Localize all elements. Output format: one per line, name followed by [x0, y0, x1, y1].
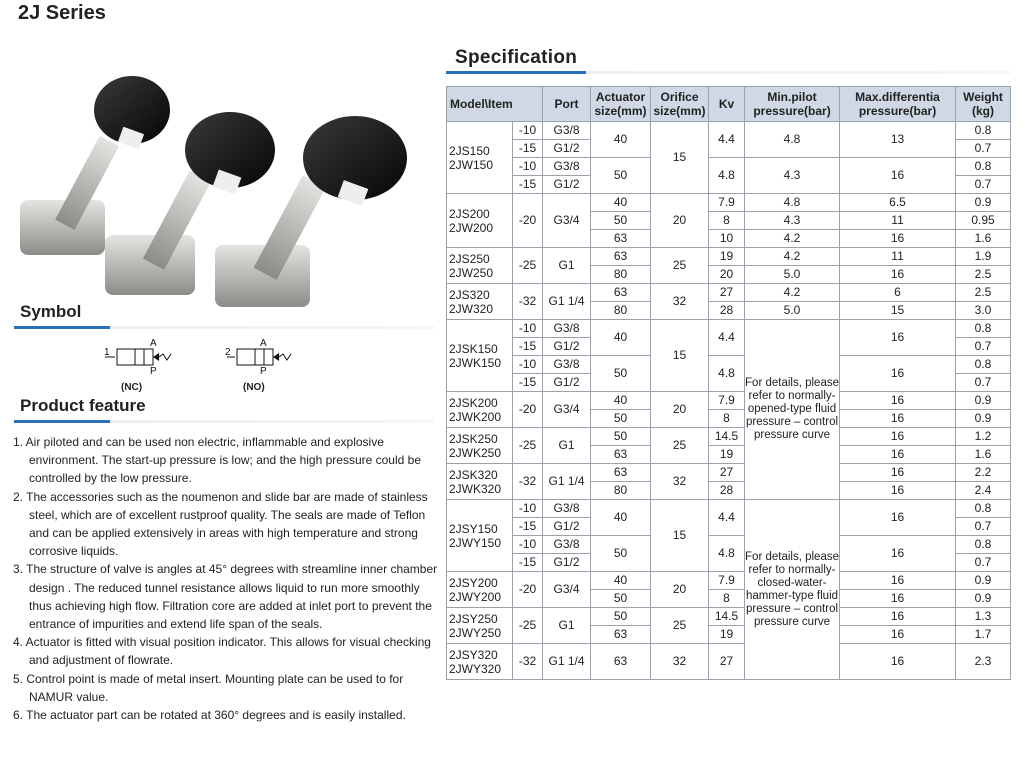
feature-item: 1. Air piloted and can be used non electric, inflammable and explosive environment. The start-up pressure is low; and the high pressure could be controlled by the low pressure. [13, 435, 421, 486]
weight-cell: 0.7 [956, 374, 1011, 392]
actuator-cell: 40 [591, 392, 651, 410]
maxdiff-cell: 16 [840, 158, 956, 194]
model-cell: 2JS200 2JW200 [447, 194, 513, 248]
code-cell: -25 [513, 608, 543, 644]
weight-cell: 2.4 [956, 482, 1011, 500]
maxdiff-cell: 16 [840, 446, 956, 464]
actuator-cell: 50 [591, 356, 651, 392]
weight-cell: 0.7 [956, 338, 1011, 356]
model-cell: 2JS320 2JW320 [447, 284, 513, 320]
weight-cell: 0.7 [956, 518, 1011, 536]
weight-cell: 3.0 [956, 302, 1011, 320]
code-cell: -20 [513, 572, 543, 608]
weight-cell: 0.9 [956, 590, 1011, 608]
kv-cell: 7.9 [709, 572, 745, 590]
actuator-cell: 50 [591, 410, 651, 428]
table-row [447, 644, 1011, 680]
kv-cell: 27 [709, 644, 745, 680]
maxdiff-cell: 16 [840, 392, 956, 410]
orifice-cell: 20 [651, 392, 709, 428]
model-cell: 2JSK150 2JWK150 [447, 320, 513, 392]
nc-symbol [104, 338, 171, 377]
feature-item: 3. The structure of valve is angles at 45° degrees with streamline inner chamber design . The reduced tunnel resistance allows liquid to run more smoothly thus achieving high flow. Filtration core are added at inlet port to prevent the entrance of impurities and extend life span of the seals. [13, 562, 438, 632]
actuator-cell: 63 [591, 230, 651, 248]
table-row [447, 320, 1011, 338]
feature-item: 2. The accessories such as the noumenon and slide bar are made of stainless steel, which are of excellent rustproof quality. The seals are made of Teflon and can be applied extensively in areas with high temperature and strong corrosive liquids. [13, 489, 428, 559]
code-cell: -10 [513, 320, 543, 338]
port-cell: G1 [543, 428, 591, 464]
orifice-cell: 32 [651, 464, 709, 500]
spec-rule [446, 71, 1010, 74]
port-cell: G1/2 [543, 140, 591, 158]
model-cell: 2JSK200 2JWK200 [447, 392, 513, 428]
kv-cell: 4.8 [709, 158, 745, 194]
minpilot-cell: 5.0 [745, 302, 840, 320]
minpilot-cell: 4.2 [745, 284, 840, 302]
maxdiff-cell: 6 [840, 284, 956, 302]
code-cell: -25 [513, 248, 543, 284]
port-cell: G1 [543, 248, 591, 284]
feature-heading: Product feature [20, 396, 146, 415]
maxdiff-cell: 11 [840, 212, 956, 230]
table-row [447, 122, 1011, 140]
no-symbol [225, 338, 291, 377]
port-cell: G1/2 [543, 554, 591, 572]
actuator-cell: 50 [591, 536, 651, 572]
code-cell: -32 [513, 644, 543, 680]
model-cell: 2JSY320 2JWY320 [447, 644, 513, 680]
svg-text:P: P [260, 366, 267, 377]
kv-cell: 28 [709, 482, 745, 500]
feature-item: 6. The actuator part can be rotated at 360° degrees and is easily installed. [13, 708, 406, 723]
svg-text:P: P [150, 366, 157, 377]
table-row [447, 428, 1011, 446]
maxdiff-cell: 16 [840, 644, 956, 680]
actuator-cell: 50 [591, 428, 651, 446]
model-cell: 2JSY250 2JWY250 [447, 608, 513, 644]
kv-cell: 4.4 [709, 500, 745, 536]
feature-list [13, 433, 443, 724]
minpilot-cell: 4.2 [745, 230, 840, 248]
spec-heading: Specification [455, 47, 578, 68]
weight-cell: 1.9 [956, 248, 1011, 266]
actuator-cell: 50 [591, 212, 651, 230]
port-cell: G3/8 [543, 536, 591, 554]
maxdiff-cell: 16 [840, 626, 956, 644]
weight-cell: 0.9 [956, 194, 1011, 212]
weight-cell: 0.8 [956, 536, 1011, 554]
kv-cell: 20 [709, 266, 745, 284]
kv-cell: 7.9 [709, 392, 745, 410]
table-row [447, 572, 1011, 590]
kv-cell: 8 [709, 410, 745, 428]
maxdiff-cell: 13 [840, 122, 956, 158]
code-cell: -15 [513, 518, 543, 536]
weight-cell: 1.2 [956, 428, 1011, 446]
kv-cell: 10 [709, 230, 745, 248]
model-cell: 2JS150 2JW150 [447, 122, 513, 194]
kv-cell: 4.4 [709, 320, 745, 356]
header-orifice: Orifice size(mm) [651, 87, 709, 122]
orifice-cell: 15 [651, 500, 709, 572]
kv-cell: 27 [709, 284, 745, 302]
port-cell: G3/4 [543, 572, 591, 608]
orifice-cell: 20 [651, 572, 709, 608]
minpilot-cell: 4.2 [745, 248, 840, 266]
code-cell: -32 [513, 284, 543, 320]
kv-cell: 19 [709, 248, 745, 266]
orifice-cell: 25 [651, 608, 709, 644]
series-title: 2J Series [18, 2, 106, 24]
orifice-cell: 32 [651, 284, 709, 320]
model-cell: 2JSK250 2JWK250 [447, 428, 513, 464]
actuator-cell: 40 [591, 122, 651, 158]
nc-label: (NC) [121, 382, 143, 393]
code-cell: -32 [513, 464, 543, 500]
port-cell: G1 [543, 608, 591, 644]
minpilot-cell: 4.8 [745, 194, 840, 212]
svg-text:A: A [150, 338, 157, 349]
feature-rule [14, 420, 434, 423]
weight-cell: 1.3 [956, 608, 1011, 626]
port-cell: G3/8 [543, 500, 591, 518]
weight-cell: 0.8 [956, 158, 1011, 176]
kv-cell: 27 [709, 464, 745, 482]
port-cell: G1 1/4 [543, 284, 591, 320]
header-kv: Kv [709, 87, 745, 122]
kv-cell: 14.5 [709, 428, 745, 446]
actuator-cell: 80 [591, 482, 651, 500]
maxdiff-cell: 16 [840, 590, 956, 608]
kv-cell: 19 [709, 446, 745, 464]
maxdiff-cell: 16 [840, 356, 956, 392]
port-cell: G3/8 [543, 122, 591, 140]
actuator-cell: 63 [591, 248, 651, 266]
kv-cell: 8 [709, 212, 745, 230]
header-model: Model\Item [447, 87, 543, 122]
minpilot-cell: 5.0 [745, 266, 840, 284]
weight-cell: 0.9 [956, 392, 1011, 410]
no-label: (NO) [243, 382, 265, 393]
code-cell: -10 [513, 158, 543, 176]
code-cell: -20 [513, 392, 543, 428]
table-row [447, 500, 1011, 518]
kv-cell: 28 [709, 302, 745, 320]
weight-cell: 0.9 [956, 410, 1011, 428]
orifice-cell: 15 [651, 122, 709, 194]
code-cell: -15 [513, 554, 543, 572]
actuator-cell: 40 [591, 194, 651, 212]
actuator-cell: 40 [591, 572, 651, 590]
header-port: Port [543, 87, 591, 122]
maxdiff-cell: 16 [840, 266, 956, 284]
header-minpilot: Min.pilot pressure(bar) [745, 87, 840, 122]
table-row [447, 356, 1011, 374]
actuator-cell: 50 [591, 158, 651, 194]
code-cell: -10 [513, 536, 543, 554]
maxdiff-cell: 16 [840, 410, 956, 428]
table-row [447, 464, 1011, 482]
minpilot-cell: 4.3 [745, 158, 840, 194]
weight-cell: 0.8 [956, 320, 1011, 338]
svg-text:A: A [260, 338, 267, 349]
port-cell: G3/8 [543, 356, 591, 374]
code-cell: -15 [513, 338, 543, 356]
maxdiff-cell: 16 [840, 428, 956, 446]
minpilot-cell: 4.3 [745, 212, 840, 230]
table-row [447, 392, 1011, 410]
maxdiff-cell: 16 [840, 500, 956, 536]
table-row [447, 248, 1011, 266]
weight-cell: 0.95 [956, 212, 1011, 230]
port-cell: G1/2 [543, 518, 591, 536]
symbol-heading: Symbol [20, 302, 82, 321]
code-cell: -15 [513, 140, 543, 158]
kv-cell: 4.8 [709, 536, 745, 572]
weight-cell: 2.3 [956, 644, 1011, 680]
code-cell: -10 [513, 500, 543, 518]
kv-cell: 14.5 [709, 608, 745, 626]
code-cell: -10 [513, 122, 543, 140]
note-no-cell: For details, please refer to normally-closed-water-hammer-type fluid pressure – control pressure curve [745, 500, 840, 680]
table-row [447, 194, 1011, 212]
model-cell: 2JSY150 2JWY150 [447, 500, 513, 572]
table-row [447, 158, 1011, 176]
orifice-cell: 25 [651, 248, 709, 284]
maxdiff-cell: 16 [840, 464, 956, 482]
weight-cell: 0.8 [956, 122, 1011, 140]
svg-text:2: 2 [225, 347, 231, 358]
header-maxdiff: Max.differentia pressure(bar) [840, 87, 956, 122]
kv-cell: 19 [709, 626, 745, 644]
note-nc-cell: For details, please refer to normally-opened-type fluid pressure – control pressure curve [745, 320, 840, 500]
orifice-cell: 25 [651, 428, 709, 464]
model-cell: 2JSK320 2JWK320 [447, 464, 513, 500]
maxdiff-cell: 15 [840, 302, 956, 320]
table-row [447, 536, 1011, 554]
model-cell: 2JSY200 2JWY200 [447, 572, 513, 608]
minpilot-cell: 4.8 [745, 122, 840, 158]
orifice-cell: 15 [651, 320, 709, 392]
actuator-cell: 50 [591, 590, 651, 608]
weight-cell: 1.6 [956, 230, 1011, 248]
actuator-cell: 63 [591, 464, 651, 482]
product-photo [10, 45, 430, 307]
code-cell: -25 [513, 428, 543, 464]
maxdiff-cell: 16 [840, 320, 956, 356]
maxdiff-cell: 11 [840, 248, 956, 266]
port-cell: G1/2 [543, 176, 591, 194]
actuator-cell: 80 [591, 266, 651, 284]
weight-cell: 1.7 [956, 626, 1011, 644]
maxdiff-cell: 16 [840, 536, 956, 572]
port-cell: G1/2 [543, 338, 591, 356]
actuator-cell: 63 [591, 644, 651, 680]
actuator-cell: 50 [591, 608, 651, 626]
port-cell: G3/4 [543, 392, 591, 428]
port-cell: G3/8 [543, 320, 591, 338]
kv-cell: 4.4 [709, 122, 745, 158]
port-cell: G1 1/4 [543, 464, 591, 500]
orifice-cell: 32 [651, 644, 709, 680]
weight-cell: 0.7 [956, 140, 1011, 158]
feature-item: 5. Control point is made of metal insert. Mounting plate can be used to for NAMUR value. [13, 671, 404, 704]
kv-cell: 4.8 [709, 356, 745, 392]
spec-table [446, 86, 1011, 680]
maxdiff-cell: 6.5 [840, 194, 956, 212]
weight-cell: 0.9 [956, 572, 1011, 590]
actuator-cell: 80 [591, 302, 651, 320]
weight-cell: 0.8 [956, 500, 1011, 518]
code-cell: -10 [513, 356, 543, 374]
port-cell: G1/2 [543, 374, 591, 392]
kv-cell: 7.9 [709, 194, 745, 212]
weight-cell: 0.7 [956, 554, 1011, 572]
table-header-row [447, 87, 1011, 122]
weight-cell: 2.5 [956, 266, 1011, 284]
svg-text:1: 1 [104, 347, 110, 358]
weight-cell: 2.5 [956, 284, 1011, 302]
maxdiff-cell: 16 [840, 608, 956, 626]
actuator-cell: 40 [591, 500, 651, 536]
table-row [447, 608, 1011, 626]
header-actuator: Actuator size(mm) [591, 87, 651, 122]
actuator-cell: 63 [591, 284, 651, 302]
actuator-cell: 63 [591, 446, 651, 464]
actuator-cell: 63 [591, 626, 651, 644]
code-cell: -15 [513, 374, 543, 392]
port-cell: G1 1/4 [543, 644, 591, 680]
maxdiff-cell: 16 [840, 572, 956, 590]
kv-cell: 8 [709, 590, 745, 608]
port-cell: G3/8 [543, 158, 591, 176]
table-row [447, 284, 1011, 302]
code-cell: -15 [513, 176, 543, 194]
model-cell: 2JS250 2JW250 [447, 248, 513, 284]
symbol-rule [14, 326, 434, 329]
weight-cell: 2.2 [956, 464, 1011, 482]
feature-item: 4. Actuator is fitted with visual position indicator. This allows for visual checking and adjustment of flowrate. [13, 635, 431, 668]
maxdiff-cell: 16 [840, 482, 956, 500]
orifice-cell: 20 [651, 194, 709, 248]
port-cell: G3/4 [543, 194, 591, 248]
weight-cell: 1.6 [956, 446, 1011, 464]
valve-small [20, 76, 170, 255]
header-weight: Weight (kg) [956, 87, 1011, 122]
code-cell: -20 [513, 194, 543, 248]
actuator-cell: 40 [591, 320, 651, 356]
weight-cell: 0.7 [956, 176, 1011, 194]
weight-cell: 0.8 [956, 356, 1011, 374]
maxdiff-cell: 16 [840, 230, 956, 248]
